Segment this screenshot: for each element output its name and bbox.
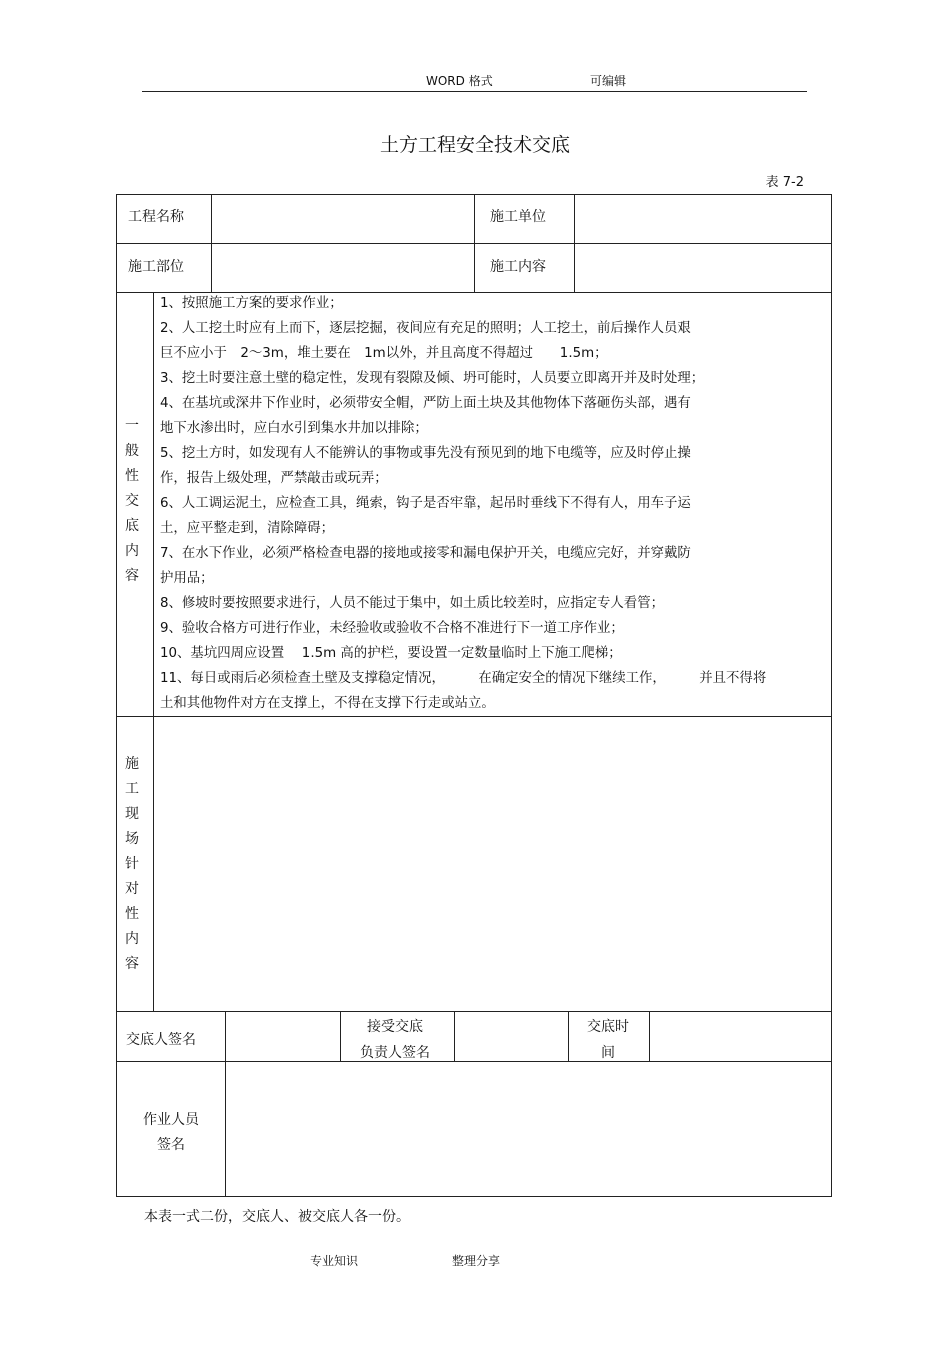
- row-divider: [117, 292, 831, 293]
- disclosure-line: 3、挖土时要注意土壁的稳定性，发现有裂隙及倾、坍可能时，人员要立即离开并及时处理；: [160, 371, 705, 386]
- label-char: 现: [125, 806, 139, 822]
- footer-right: 整理分享: [452, 1254, 501, 1268]
- col-divider: [225, 1011, 226, 1196]
- disclosure-line: 2、人工挖土时应有上而下，逐层挖掘，夜间应有充足的照明；人工挖土，前后操作人员艰: [160, 321, 691, 336]
- label-char: 内: [125, 931, 139, 947]
- form-note: 本表一式二份，交底人、被交底人各一份。: [144, 1209, 410, 1225]
- disclosure-line: 4、在基坑或深井下作业时，必须带安全帽，严防上面土块及其他物体下落砸伤头部，遇有: [160, 396, 691, 411]
- construction-unit-label: 施工单位: [490, 209, 546, 225]
- disclosure-line: 作，报告上级处理，严禁敲击或玩弄；: [160, 471, 388, 486]
- header-right: 可编辑: [590, 74, 627, 88]
- disclosure-line: 护用品；: [160, 571, 214, 586]
- disclosure-line: 7、在水下作业，必须严格检查电器的接地或接零和漏电保护开关，电缆应完好，并穿戴防: [160, 546, 691, 561]
- label-char: 内: [125, 543, 139, 559]
- col-divider: [574, 195, 575, 292]
- label-char: 性: [125, 468, 139, 484]
- disclosure-line: 9、验收合格方可进行作业，未经验收或验收不合格不准进行下一道工序作业；: [160, 621, 624, 636]
- receiver-label-line1: 接受交底: [367, 1019, 423, 1035]
- label-char: 场: [125, 831, 139, 847]
- project-name-label: 工程名称: [128, 209, 184, 225]
- construction-part-label: 施工部位: [128, 259, 184, 275]
- label-char: 交: [125, 493, 139, 509]
- label-char: 施: [125, 756, 139, 772]
- label-char: 容: [125, 956, 139, 972]
- disclosure-time-label-line1: 交底时: [587, 1019, 629, 1035]
- label-char: 工: [125, 781, 139, 797]
- label-char: 性: [125, 906, 139, 922]
- worker-signature-label-line2: 签名: [157, 1137, 185, 1153]
- footer-left: 专业知识: [310, 1254, 359, 1268]
- col-divider: [211, 195, 212, 292]
- receiver-label-line2: 负责人签名: [360, 1045, 430, 1061]
- col-divider: [454, 1011, 455, 1061]
- label-char: 般: [125, 443, 139, 459]
- row-divider: [117, 716, 831, 717]
- disclosure-line: 10、基坑四周应设置 1.5m 高的护栏，要设置一定数量临时上下施工爬梯；: [160, 646, 622, 661]
- construction-content-label: 施工内容: [490, 259, 546, 275]
- disclosure-time-label-line2: 间: [601, 1045, 615, 1061]
- header-left: WORD 格式: [426, 74, 493, 88]
- disclosure-line: 11、每日或雨后必须检查土壁及支撑稳定情况， 在确定安全的情况下继续工作， 并且不得将: [160, 671, 767, 686]
- col-divider: [153, 292, 154, 1011]
- table-number: 表 7-2: [765, 175, 804, 190]
- general-disclosure-label: [117, 414, 147, 589]
- site-specific-label: [117, 752, 147, 977]
- disclosure-line: 6、人工调运泥土，应检查工具，绳索，钩子是否牢靠，起吊时垂线下不得有人，用车子运: [160, 496, 691, 511]
- label-char: 一: [125, 418, 139, 434]
- label-char: 针: [125, 856, 139, 872]
- discloser-signature-label: 交底人签名: [126, 1032, 196, 1048]
- worker-signature-label-line1: 作业人员: [143, 1112, 199, 1128]
- page-title: 土方工程安全技术交底: [379, 134, 570, 156]
- disclosure-line: 土，应平整走到，清除障碍；: [160, 521, 335, 536]
- label-char: 对: [125, 881, 139, 897]
- col-divider: [649, 1011, 650, 1061]
- disclosure-line: 8、修坡时要按照要求进行，人员不能过于集中，如土质比较差时，应指定专人看管；: [160, 596, 664, 611]
- disclosure-line: 地下水渗出时，应白水引到集水井加以排除；: [160, 421, 428, 436]
- label-char: 底: [125, 518, 139, 534]
- header-rule: [142, 91, 807, 92]
- disclosure-line: 巨不应小于 2～3m，堆土要在 1m以外，并且高度不得超过 1.5m；: [160, 346, 608, 361]
- disclosure-line: 5、挖土方时，如发现有人不能辨认的事物或事先没有预见到的地下电缆等，应及时停止操: [160, 446, 691, 461]
- disclosure-line: 土和其他物件对方在支撑上，不得在支撑下行走或站立。: [160, 696, 495, 711]
- col-divider: [474, 195, 475, 292]
- label-char: 容: [125, 568, 139, 584]
- disclosure-line: 1、按照施工方案的要求作业；: [160, 296, 343, 311]
